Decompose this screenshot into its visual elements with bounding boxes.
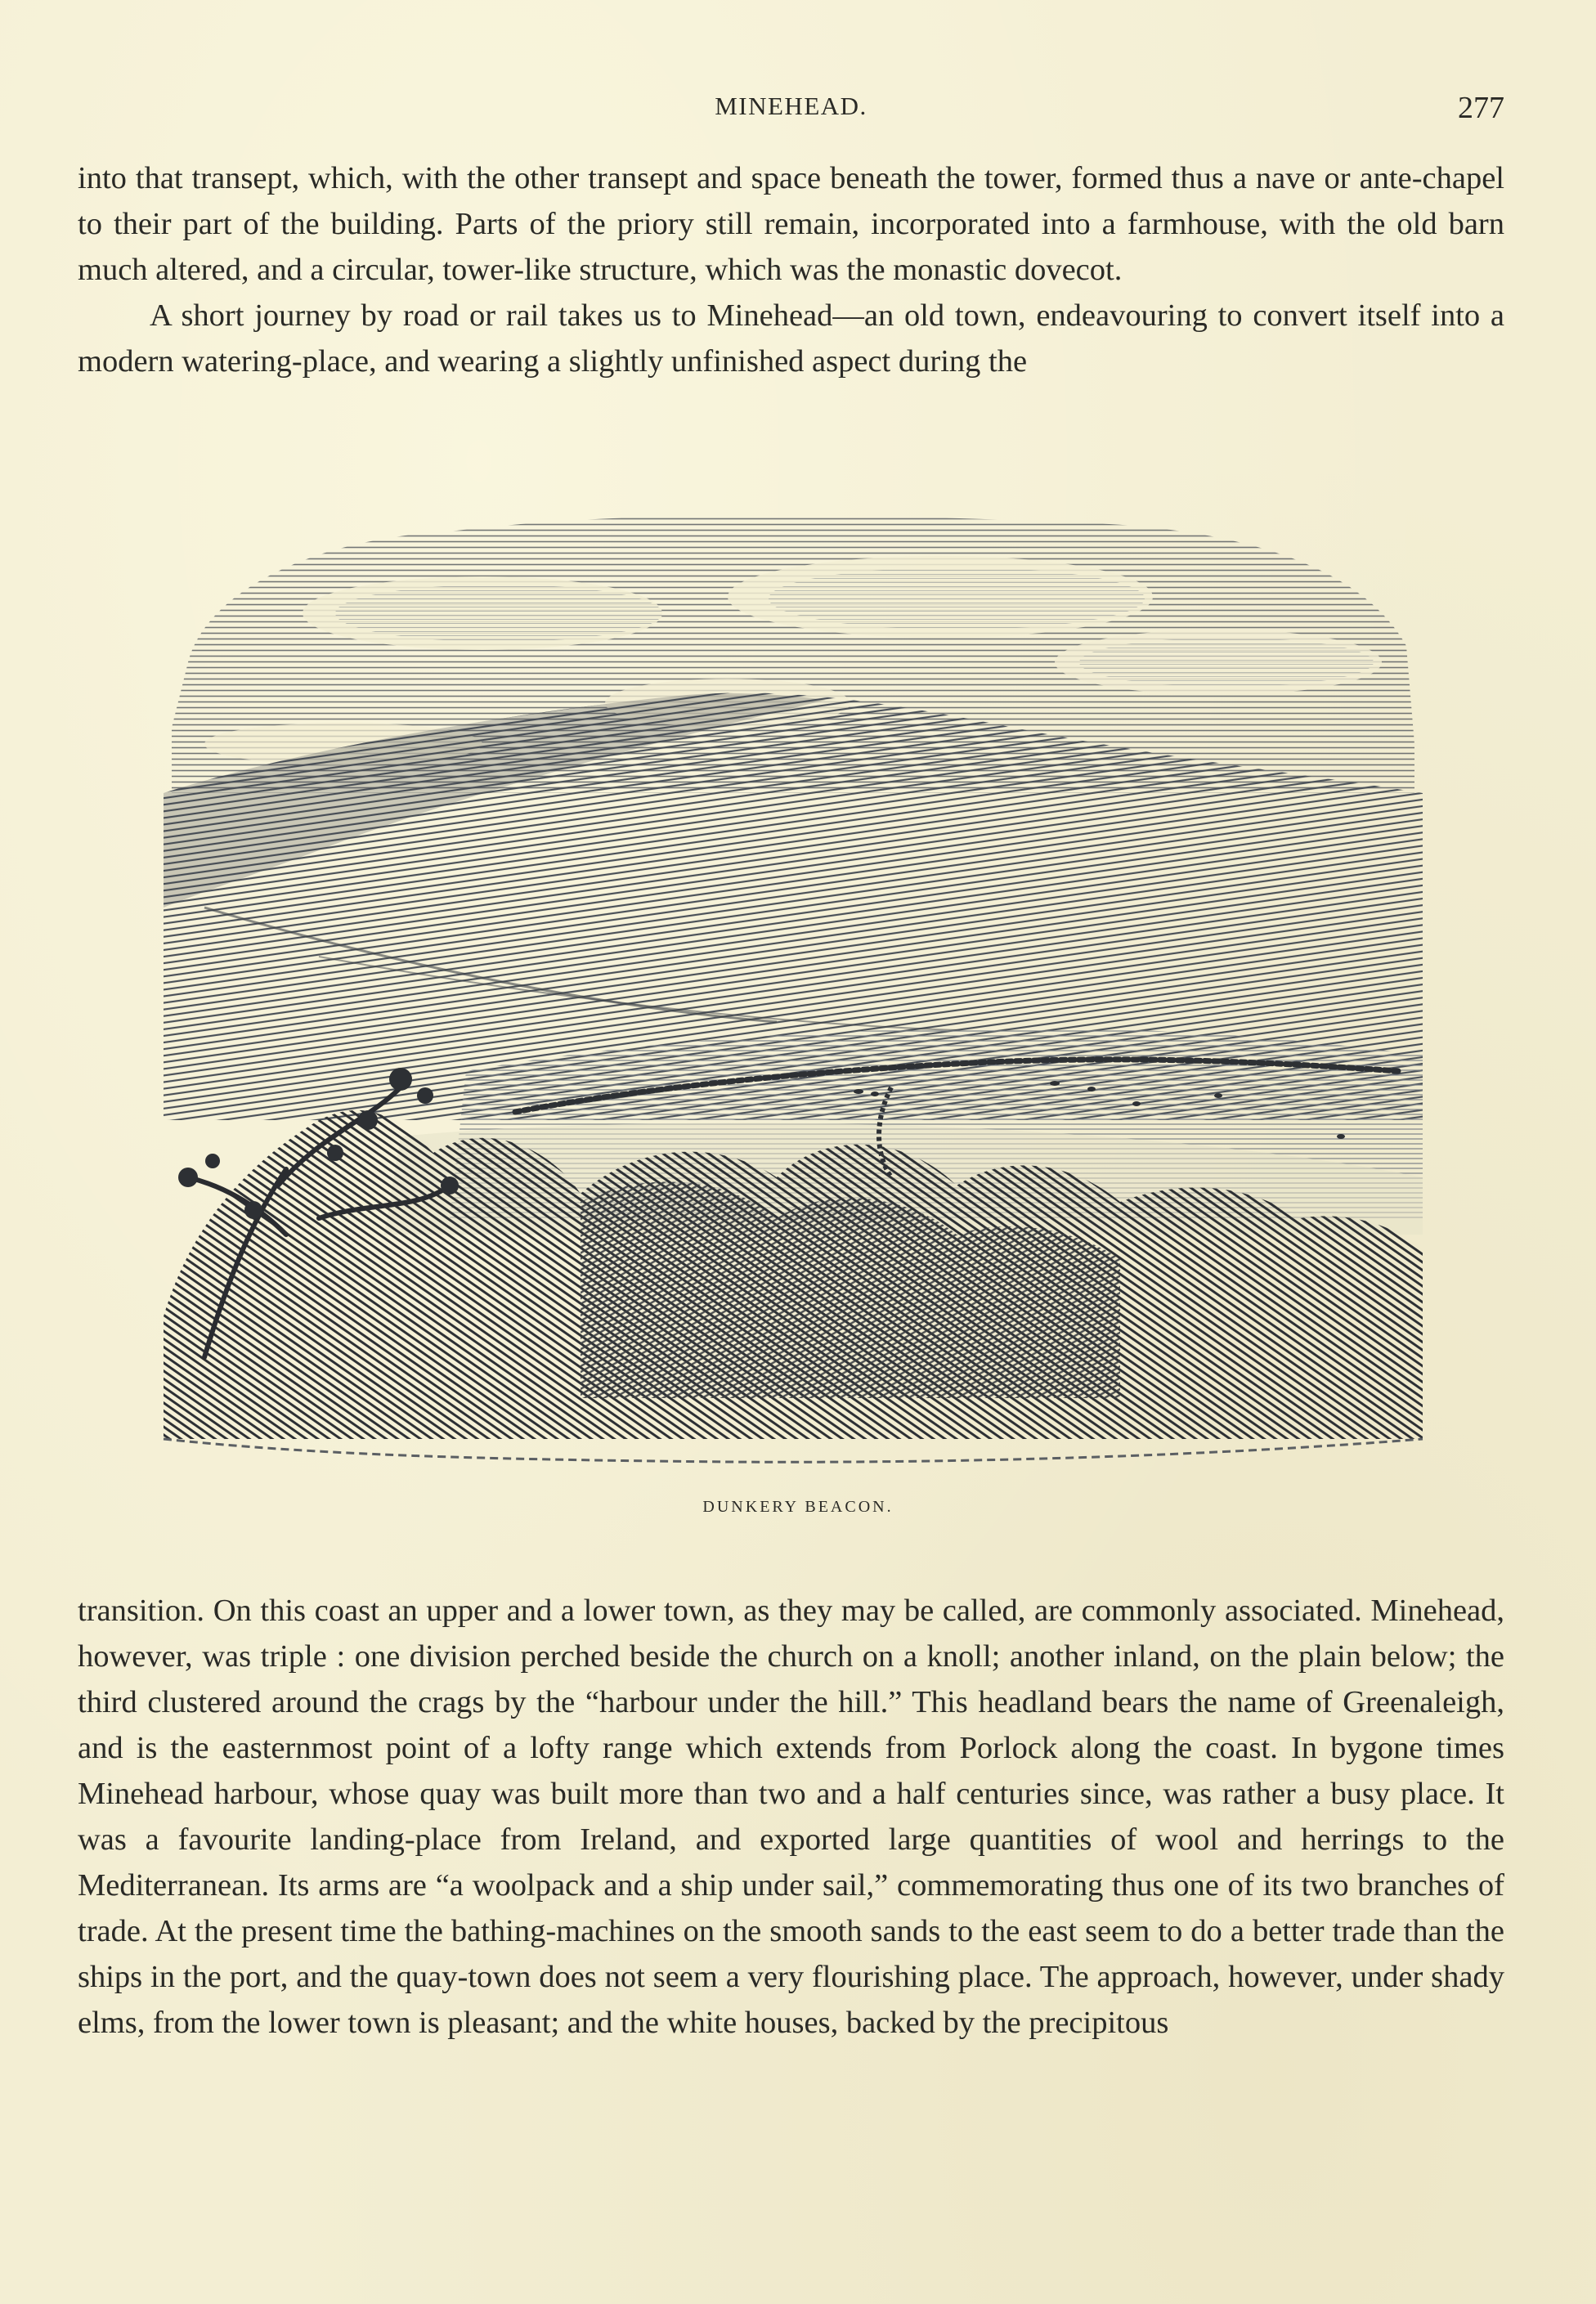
paragraph: into that transept, which, with the other transept and space beneath the tower, formed thus a nave or ante-chapel to their part of the building. Parts of the priory still remain, incorporated into a farmhouse, with the old barn much altered, and a circular, tower-like structure, which was the monastic dovecot. [78,161,1504,287]
cloud [769,567,1145,630]
running-title: MINEHEAD. [715,92,867,120]
cloud [1079,638,1374,687]
page-number: 277 [1458,91,1504,125]
running-header [78,92,1504,128]
landscape-engraving [155,499,1431,1488]
figure-caption: DUNKERY BEACON. [702,1498,894,1516]
bottom-text-block [78,1588,1504,2046]
cloud [335,585,662,642]
engraving-illustration [155,499,1431,1488]
ground-fringe [164,1439,1423,1462]
paragraph: transition. On this coast an upper and a lower town, as they may be called, are commonly associated. Minehead, however, was triple : one division perched beside the church on a knoll; another inland, on the plain below; the third clustered around the crags by the “harbour under the hill.” This headland bears the name of Greenaleigh, and is the easternmost point of a lofty range which extends from Porlock along the coast. In bygone times Minehead harbour, whose quay was built more than two and a half centuries since, was rather a busy place. It was a favourite landing-place from Ireland, and exported large quantities of wool and herrings to the Mediterranean. Its arms are “a woolpack and a ship under sail,” commemorating thus one of its two branches of trade. At the present time the bathing-machines on the smooth sands to the east seem to do a better trade than the ships in the port, and the quay-town does not seem a very flourishing place. The approach, however, under shady elms, from the lower town is pleasant; and the white houses, backed by the precipitous [78,1594,1504,2040]
top-text-block [78,155,1504,384]
paragraph: A short journey by road or rail takes us to Minehead—an old town, endeavouring to convert itself into a modern watering-place, and wearing a slightly unfinished aspect during the [78,298,1504,379]
